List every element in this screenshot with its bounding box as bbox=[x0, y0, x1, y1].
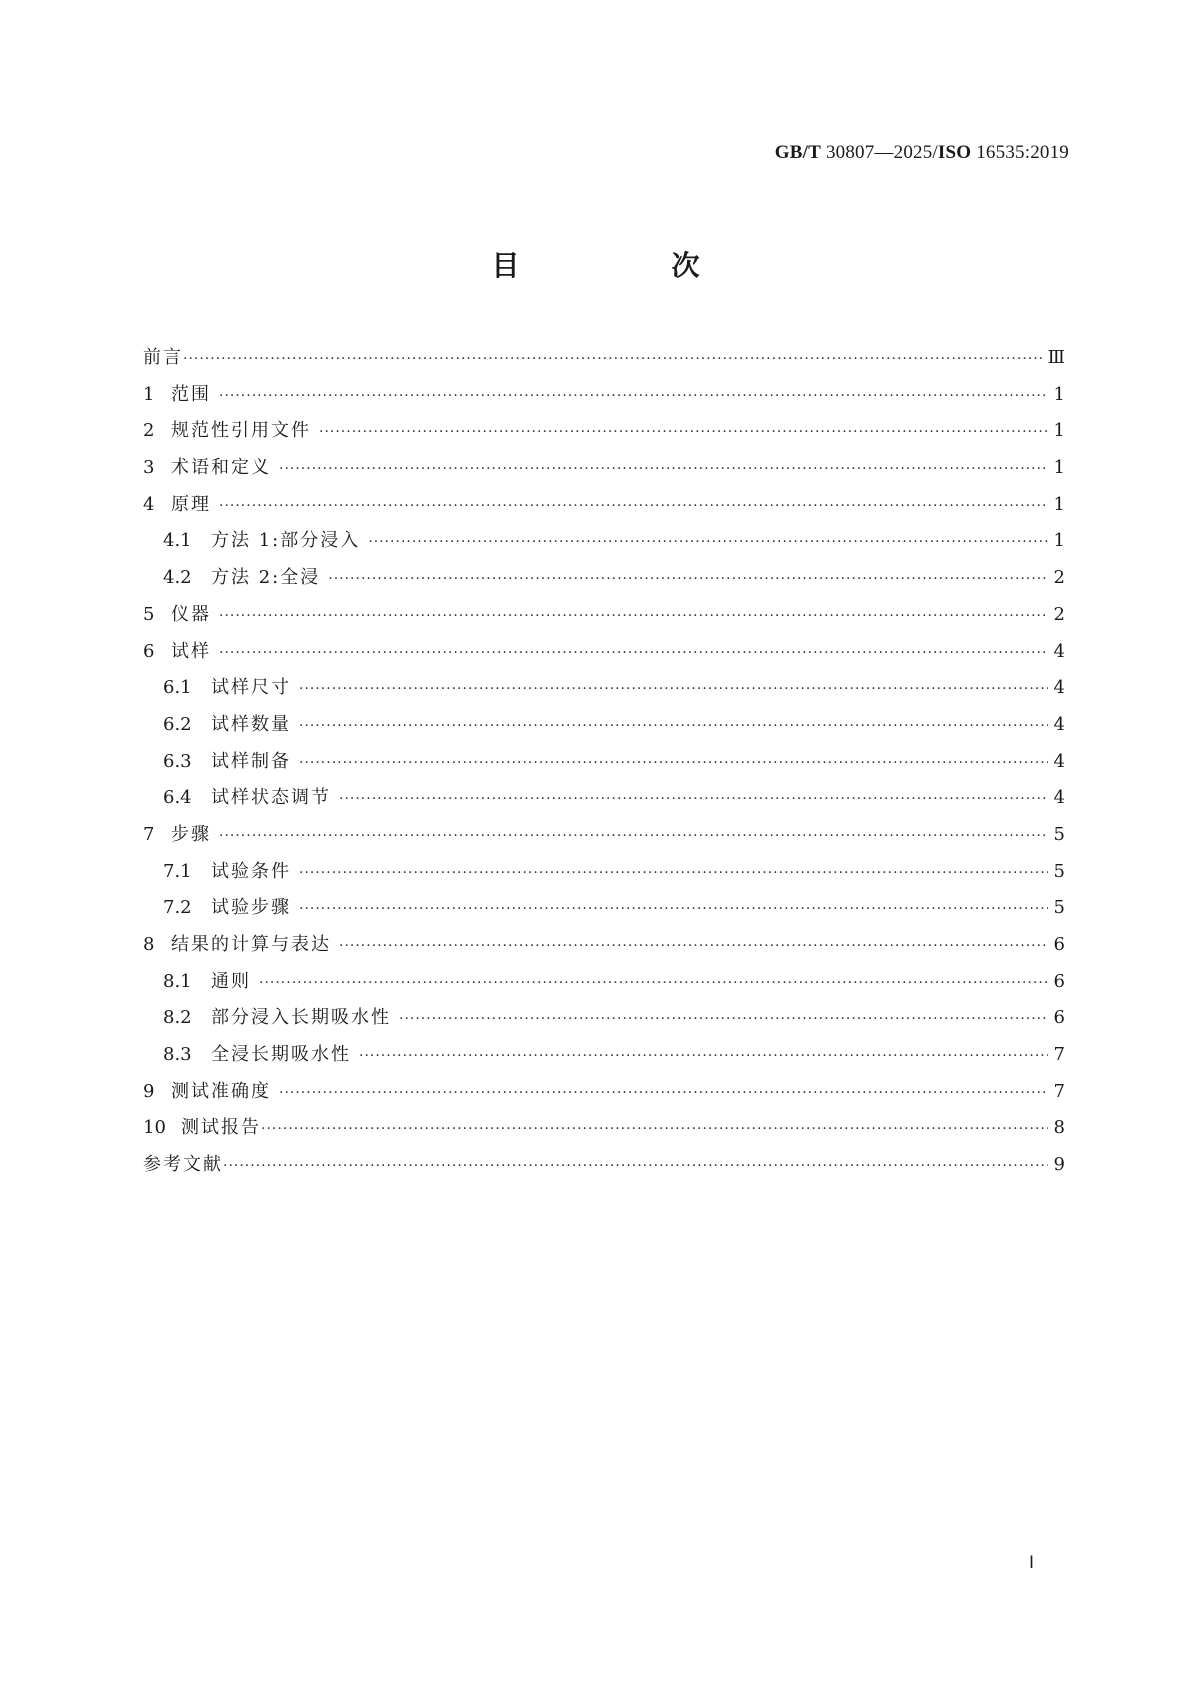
toc-entry-number: 4.1 bbox=[163, 530, 192, 552]
toc-leader-dots bbox=[299, 671, 1048, 708]
toc-entry-label: 术语和定义 bbox=[171, 457, 271, 479]
toc-leader-dots bbox=[219, 488, 1048, 525]
toc-entry[interactable] bbox=[143, 854, 1065, 891]
toc-entry-number: 10 bbox=[143, 1117, 166, 1139]
toc-entry-page: 1 bbox=[1053, 420, 1065, 442]
toc-entry-number: 7.2 bbox=[163, 897, 192, 919]
toc-leader-dots bbox=[279, 451, 1048, 488]
toc-entry-page: 4 bbox=[1053, 677, 1065, 699]
toc-entry[interactable] bbox=[143, 450, 1065, 487]
toc-entry[interactable] bbox=[143, 744, 1065, 781]
toc-entry[interactable] bbox=[143, 634, 1065, 671]
page-title: 目 次 bbox=[491, 249, 762, 282]
toc-entry-number: 4 bbox=[143, 493, 155, 515]
toc-leader-dots bbox=[219, 598, 1048, 635]
toc-entry-label: 前言 bbox=[143, 347, 183, 368]
toc-entry[interactable] bbox=[143, 560, 1065, 597]
toc-entry-number: 2 bbox=[143, 420, 155, 442]
table-of-contents bbox=[143, 340, 1065, 1184]
toc-entry-label: 试样状态调节 bbox=[211, 787, 331, 809]
toc-leader-dots bbox=[219, 818, 1048, 855]
toc-entry-page: 1 bbox=[1053, 383, 1065, 405]
toc-entry-page: 6 bbox=[1053, 1007, 1065, 1029]
toc-entry-label: 方法 1:部分浸入 bbox=[211, 530, 361, 552]
toc-entry[interactable] bbox=[143, 1000, 1065, 1037]
toc-entry-number: 6.3 bbox=[163, 750, 192, 772]
toc-entry-label: 测试准确度 bbox=[171, 1080, 271, 1102]
toc-entry-page: 9 bbox=[1053, 1154, 1065, 1176]
toc-entry-number: 6 bbox=[143, 640, 155, 662]
standard-header bbox=[775, 142, 1069, 164]
iso-number: 16535:2019 bbox=[976, 142, 1069, 163]
toc-entry[interactable] bbox=[143, 670, 1065, 707]
toc-entry-page: 2 bbox=[1053, 603, 1065, 625]
toc-entry-label: 仪器 bbox=[171, 603, 211, 625]
toc-entry-page: 4 bbox=[1053, 787, 1065, 809]
toc-entry-page: 7 bbox=[1053, 1044, 1065, 1066]
toc-entry-label: 测试报告 bbox=[181, 1117, 261, 1139]
toc-leader-dots bbox=[319, 414, 1048, 451]
standard-number: 30807—2025/ bbox=[825, 142, 938, 163]
toc-entry[interactable] bbox=[143, 927, 1065, 964]
toc-leader-dots bbox=[219, 635, 1048, 672]
toc-leader-dots bbox=[259, 965, 1048, 1002]
toc-entry[interactable] bbox=[143, 964, 1065, 1001]
toc-leader-dots bbox=[223, 1148, 1048, 1185]
toc-entry-label: 全浸长期吸水性 bbox=[211, 1044, 351, 1066]
toc-entry-number: 9 bbox=[143, 1080, 155, 1102]
toc-leader-dots bbox=[368, 524, 1047, 561]
toc-entry-page: 5 bbox=[1053, 897, 1065, 919]
toc-entry-label: 试样制备 bbox=[211, 750, 291, 772]
toc-entry-label: 范围 bbox=[171, 383, 211, 405]
toc-entry-page: 4 bbox=[1053, 713, 1065, 735]
toc-entry-number: 5 bbox=[143, 603, 155, 625]
toc-entry-page: 4 bbox=[1053, 640, 1065, 662]
toc-entry-label: 试样尺寸 bbox=[211, 677, 291, 699]
toc-entry-label: 试验条件 bbox=[211, 860, 291, 882]
toc-entry-number: 6.4 bbox=[163, 787, 192, 809]
toc-entry[interactable] bbox=[143, 597, 1065, 634]
toc-leader-dots bbox=[261, 1111, 1048, 1148]
toc-leader-dots bbox=[328, 561, 1047, 598]
toc-entry[interactable] bbox=[143, 523, 1065, 560]
toc-entry-page: 6 bbox=[1053, 970, 1065, 992]
toc-entry-page: 8 bbox=[1053, 1117, 1065, 1139]
toc-leader-dots bbox=[299, 708, 1048, 745]
toc-entry-number: 8.2 bbox=[163, 1007, 192, 1029]
toc-entry-number: 8.1 bbox=[163, 970, 192, 992]
toc-leader-dots bbox=[279, 1075, 1048, 1112]
toc-leader-dots bbox=[359, 1038, 1048, 1075]
toc-entry-number: 7 bbox=[143, 823, 155, 845]
toc-entry-label: 原理 bbox=[171, 493, 211, 515]
page-number: Ⅰ bbox=[1028, 1553, 1034, 1572]
toc-entry[interactable] bbox=[143, 890, 1065, 927]
toc-entry-label: 步骤 bbox=[171, 823, 211, 845]
toc-entry-page: 1 bbox=[1053, 530, 1065, 552]
toc-entry[interactable] bbox=[143, 817, 1065, 854]
toc-entry[interactable] bbox=[143, 340, 1065, 377]
toc-leader-dots bbox=[183, 341, 1042, 378]
toc-entry-page: Ⅲ bbox=[1047, 347, 1065, 368]
toc-entry-page: 7 bbox=[1053, 1080, 1065, 1102]
toc-leader-dots bbox=[339, 928, 1048, 965]
toc-entry-number: 4.2 bbox=[163, 567, 192, 589]
toc-entry-page: 2 bbox=[1053, 567, 1065, 589]
toc-entry-page: 4 bbox=[1053, 750, 1065, 772]
toc-entry-number: 8.3 bbox=[163, 1044, 192, 1066]
toc-entry-number: 6.1 bbox=[163, 677, 192, 699]
toc-entry-number: 3 bbox=[143, 457, 155, 479]
toc-entry-page: 5 bbox=[1053, 823, 1065, 845]
toc-entry-number: 7.1 bbox=[163, 860, 192, 882]
toc-entry-number: 1 bbox=[143, 383, 155, 405]
toc-entry-page: 1 bbox=[1053, 457, 1065, 479]
toc-entry-label: 通则 bbox=[211, 970, 251, 992]
toc-entry-label: 结果的计算与表达 bbox=[171, 934, 331, 955]
toc-leader-dots bbox=[339, 781, 1048, 818]
toc-entry-label: 方法 2:全浸 bbox=[211, 567, 321, 589]
toc-entry-label: 参考文献 bbox=[143, 1154, 223, 1176]
toc-entry-label: 部分浸入长期吸水性 bbox=[211, 1007, 391, 1029]
toc-leader-dots bbox=[299, 855, 1048, 892]
toc-entry-label: 试验步骤 bbox=[211, 897, 291, 919]
toc-leader-dots bbox=[399, 1001, 1048, 1038]
toc-entry[interactable] bbox=[143, 1074, 1065, 1111]
toc-entry-page: 1 bbox=[1053, 493, 1065, 515]
toc-entry-number: 8 bbox=[143, 934, 155, 955]
toc-entry-page: 6 bbox=[1053, 934, 1065, 955]
toc-entry[interactable] bbox=[143, 1110, 1065, 1147]
toc-entry[interactable] bbox=[143, 707, 1065, 744]
toc-entry-page: 5 bbox=[1053, 860, 1065, 882]
toc-leader-dots bbox=[299, 891, 1048, 928]
iso-prefix: ISO bbox=[937, 142, 972, 163]
toc-entry[interactable] bbox=[143, 487, 1065, 524]
toc-entry-label: 试样数量 bbox=[211, 713, 291, 735]
toc-entry[interactable] bbox=[143, 413, 1065, 450]
standard-prefix: GB/T bbox=[774, 142, 821, 163]
toc-entry-number: 6.2 bbox=[163, 713, 192, 735]
toc-entry[interactable] bbox=[143, 377, 1065, 414]
toc-entry-label: 规范性引用文件 bbox=[171, 420, 311, 442]
toc-entry[interactable] bbox=[143, 1037, 1065, 1074]
toc-leader-dots bbox=[219, 378, 1048, 415]
toc-leader-dots bbox=[299, 745, 1048, 782]
toc-entry[interactable] bbox=[143, 780, 1065, 817]
toc-entry-label: 试样 bbox=[171, 640, 211, 662]
toc-entry[interactable] bbox=[143, 1147, 1065, 1184]
